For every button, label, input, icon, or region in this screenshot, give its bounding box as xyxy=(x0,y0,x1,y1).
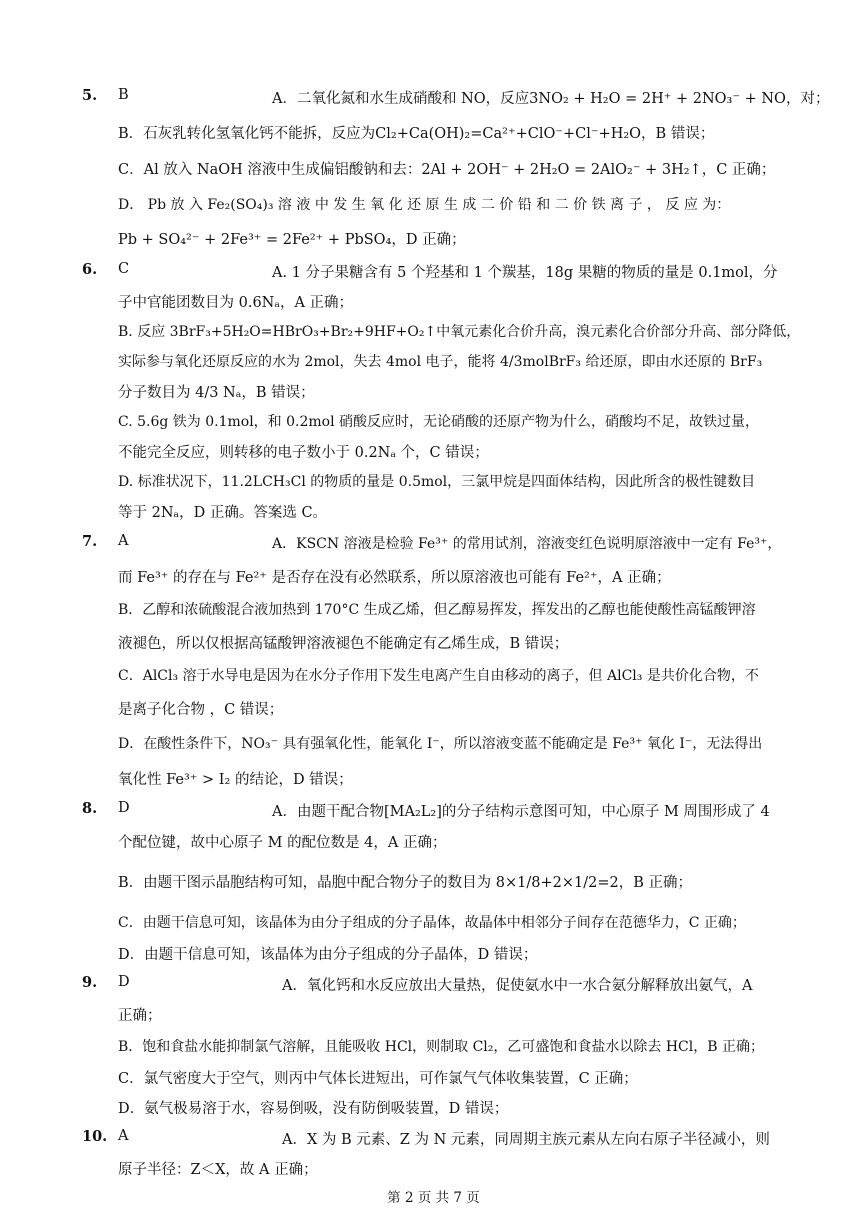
q10-line-2: 原子半径：Z＜X，故 A 正确； xyxy=(118,1162,318,1178)
q9-line-5: D．氨气极易溶于水，容易倒吸，没有防倒吸装置，D 错误； xyxy=(118,1101,509,1117)
answer-8: D xyxy=(118,800,130,816)
question-number-5: 5. xyxy=(82,87,98,104)
question-number-8: 8. xyxy=(82,800,98,817)
question-number-10: 10. xyxy=(82,1128,108,1145)
q7-line-7: D．在酸性条件下，NO₃⁻ 具有强氧化性，能氧化 I⁻，所以溶液变蓝不能确定是 Fe³⁺ 氧化 I⁻，无法得出 xyxy=(118,736,763,752)
q9-line-1: A．氧化钙和水反应放出大量热，促使氨水中一水合氨分解释放出氨气，A xyxy=(282,978,753,994)
answer-5: B xyxy=(118,87,129,103)
q6-line-7: 不能完全反应，则转移的电子数小于 0.2Nₐ 个，C 错误； xyxy=(118,445,489,461)
q5-line-4: D． Pb 放 入 Fe₂(SO₄)₃ 溶 液 中 发 生 氧 化 还 原 生 成 二 价 铅 和 二 价 铁 离 子 ， 反 应 为： xyxy=(118,197,731,213)
q9-line-4: C．氯气密度大于空气，则丙中气体长进短出，可作氯气气体收集装置，C 正确； xyxy=(118,1071,638,1087)
q5-line-1: A．二氧化氮和水生成硝酸和 NO，反应3NO₂ + H₂O = 2H⁺ + 2NO₃⁻ + NO，对； xyxy=(272,91,830,107)
q5-line-3: C．Al 放入 NaOH 溶液中生成偏铝酸钠和去：2Al + 2OH⁻ + 2H₂O = 2AlO₂⁻ + 3H₂↑，C 正确； xyxy=(118,162,776,178)
q6-line-5: 分子数目为 4/3 Nₐ，B 错误； xyxy=(118,385,315,401)
q7-line-4: 液褪色，所以仅根据高锰酸钾溶液褪色不能确定有乙烯生成，B 错误； xyxy=(118,636,569,652)
q9-line-2: 正确； xyxy=(118,1008,162,1024)
q7-line-8: 氧化性 Fe³⁺ > I₂ 的结论，D 错误； xyxy=(118,772,353,788)
q8-line-2: 个配位键，故中心原子 M 的配位数是 4，A 正确； xyxy=(118,835,447,851)
q8-line-5: D．由题干信息可知，该晶体为由分子组成的分子晶体，D 错误； xyxy=(118,947,538,963)
q7-line-6: 是离子化合物 ，C 错误； xyxy=(118,702,284,718)
q7-line-2: 而 Fe³⁺ 的存在与 Fe²⁺ 是否存在没有必然联系，所以原溶液也可能有 Fe²⁺，A 正确； xyxy=(118,570,671,586)
question-number-7: 7. xyxy=(82,533,98,550)
answer-6: C xyxy=(118,261,130,277)
q6-line-3: B. 反应 3BrF₃+5H₂O=HBrO₃+Br₂+9HF+O₂↑中氧元素化合价升高，溴元素化合价部分升高、部分降低， xyxy=(118,324,801,340)
q5-line-5: Pb + SO₄²⁻ + 2Fe³⁺ = 2Fe²⁺ + PbSO₄，D 正确； xyxy=(118,232,466,248)
q6-line-6: C. 5.6g 铁为 0.1mol，和 0.2mol 硝酸反应时，无论硝酸的还原产物为什么，硝酸均不足，故铁过量， xyxy=(118,414,760,430)
q7-line-3: B．乙醇和浓硫酸混合液加热到 170°C 生成乙烯，但乙醇易挥发，挥发出的乙醇也能使酸性高锰酸钾溶 xyxy=(118,602,756,618)
page-footer: 第 2 页 共 7 页 xyxy=(387,1190,480,1206)
q7-line-5: C．AlCl₃ 溶于水导电是因为在水分子作用下发生电离产生自由移动的离子，但 AlCl₃ 是共价化合物，不 xyxy=(118,668,759,684)
question-number-6: 6. xyxy=(82,261,98,278)
q6-line-8: D. 标准状况下，11.2LCH₃Cl 的物质的量是 0.5mol，三氯甲烷是四面体结构，因此所含的极性键数目 xyxy=(118,474,756,490)
q8-line-3: B．由题干图示晶胞结构可知，晶胞中配合物分子的数目为 8×1/8+2×1/2=2，B 正确； xyxy=(118,875,692,891)
q6-line-1: A. 1 分子果糖含有 5 个羟基和 1 个羰基，18g 果糖的物质的量是 0.1mol，分 xyxy=(272,265,778,281)
q8-line-4: C．由题干信息可知，该晶体为由分子组成的分子晶体，故晶体中相邻分子间存在范德华力，C 正确； xyxy=(118,915,746,931)
q5-line-2: B．石灰乳转化氢氧化钙不能拆，反应为Cl₂+Ca(OH)₂=Ca²⁺+ClO⁻+Cl⁻+H₂O，B 错误； xyxy=(118,126,715,142)
q6-line-2: 子中官能团数目为 0.6Nₐ，A 正确； xyxy=(118,295,354,311)
answer-10: A xyxy=(118,1128,129,1144)
question-number-9: 9. xyxy=(82,974,98,991)
q10-line-1: A．X 为 B 元素、Z 为 N 元素，同周期主族元素从左向右原子半径减小，则 xyxy=(282,1132,770,1148)
q9-line-3: B．饱和食盐水能抑制氯气溶解，且能吸收 HCl，则制取 Cl₂，乙可盛饱和食盐水以除去 HCl，B 正确； xyxy=(118,1039,764,1055)
answer-9: D xyxy=(118,974,130,990)
q6-line-9: 等于 2Nₐ，D 正确。答案选 C。 xyxy=(118,505,328,521)
answer-7: A xyxy=(118,533,129,549)
q8-line-1: A．由题干配合物[MA₂L₂]的分子结构示意图可知，中心原子 M 周围形成了 4 xyxy=(272,804,770,820)
q6-line-4: 实际参与氧化还原反应的水为 2mol，失去 4mol 电子，能将 4/3molBrF₃ 给还原，即由水还原的 BrF₃ xyxy=(118,354,763,370)
q7-line-1: A．KSCN 溶液是检验 Fe³⁺ 的常用试剂，溶液变红色说明原溶液中一定有 Fe³⁺， xyxy=(272,536,782,552)
